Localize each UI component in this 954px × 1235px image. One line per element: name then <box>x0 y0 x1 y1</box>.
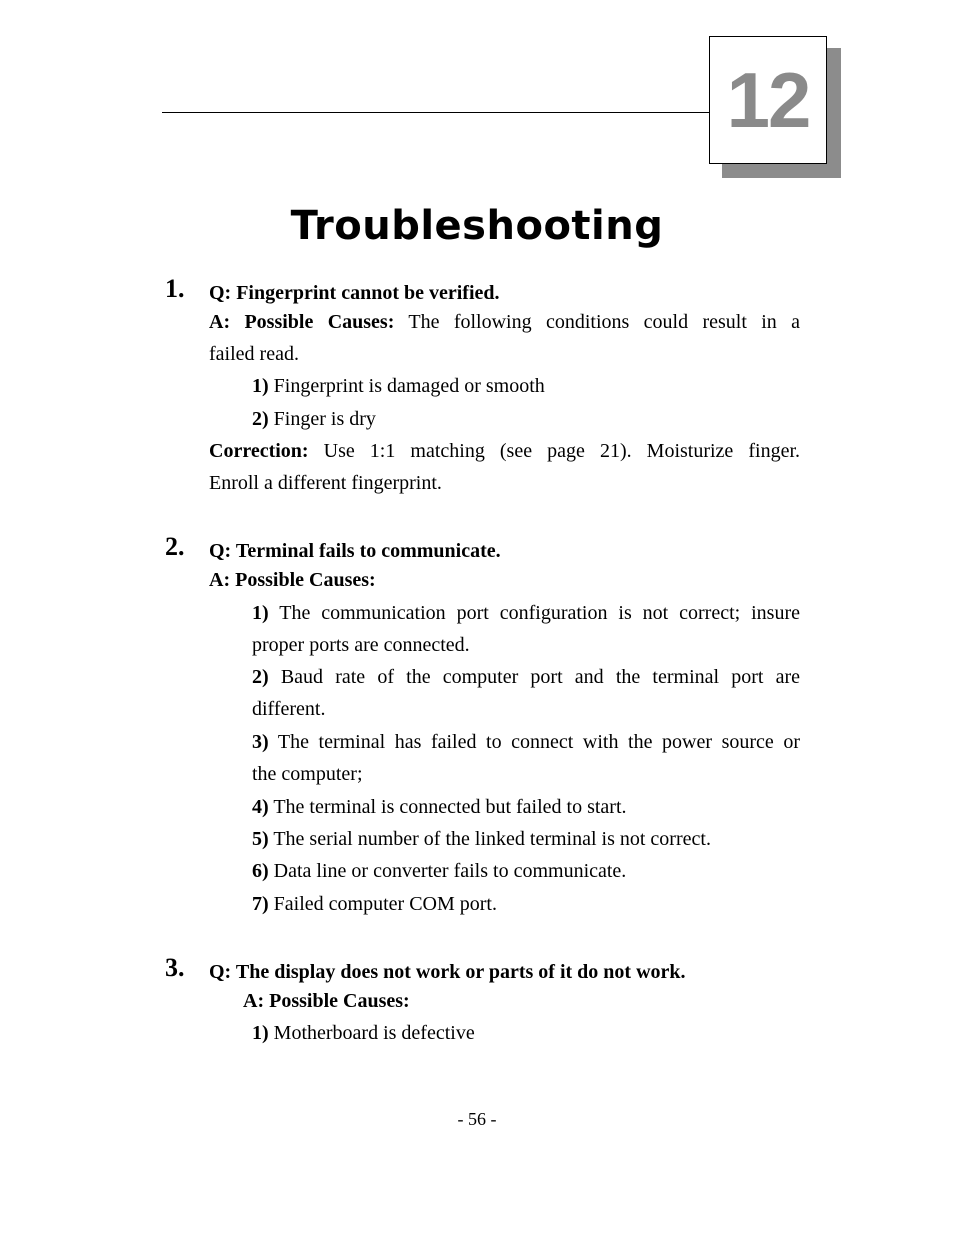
cause-item: 7) Failed computer COM port. <box>252 893 497 915</box>
cause-item-cont: different. <box>252 698 326 720</box>
correction-line: Enroll a different fingerprint. <box>209 472 442 494</box>
answer-label: A: Possible Causes: <box>243 990 410 1012</box>
answer-line: A: Possible Causes: The following conditions could result in a <box>209 311 801 333</box>
cause-item-cont: the computer; <box>252 763 363 785</box>
cause-item: 1) The communication port configuration is not correct; insure <box>252 602 800 624</box>
section-number: 1. <box>165 274 185 303</box>
cause-item: 1) Motherboard is defective <box>252 1022 475 1044</box>
answer-label: A: Possible Causes: <box>209 569 376 591</box>
question: Q: Terminal fails to communicate. <box>209 540 501 562</box>
cause-item: 6) Data line or converter fails to communicate. <box>252 860 627 882</box>
cause-item: 2) Finger is dry <box>252 408 376 430</box>
correction-line: Correction: Use 1:1 matching (see page 21). Moisturize finger. <box>209 440 801 462</box>
cause-item: 4) The terminal is connected but failed to start. <box>252 796 627 818</box>
cause-item: 5) The serial number of the linked terminal is not correct. <box>252 828 711 850</box>
chapter-number: 12 <box>709 36 827 164</box>
section-number: 2. <box>165 532 185 561</box>
page-title: Troubleshooting <box>290 203 664 249</box>
answer-line: failed read. <box>209 343 299 365</box>
question: Q: Fingerprint cannot be verified. <box>209 282 500 304</box>
section-number: 3. <box>165 953 185 982</box>
cause-item-cont: proper ports are connected. <box>252 634 470 656</box>
cause-item: 2) Baud rate of the computer port and the terminal port are <box>252 666 800 688</box>
page-number: - 56 - <box>457 1109 497 1129</box>
cause-item: 1) Fingerprint is damaged or smooth <box>252 375 545 397</box>
cause-item: 3) The terminal has failed to connect with the power source or <box>252 731 800 753</box>
header-rule <box>162 112 710 113</box>
question: Q: The display does not work or parts of it do not work. <box>209 961 686 983</box>
